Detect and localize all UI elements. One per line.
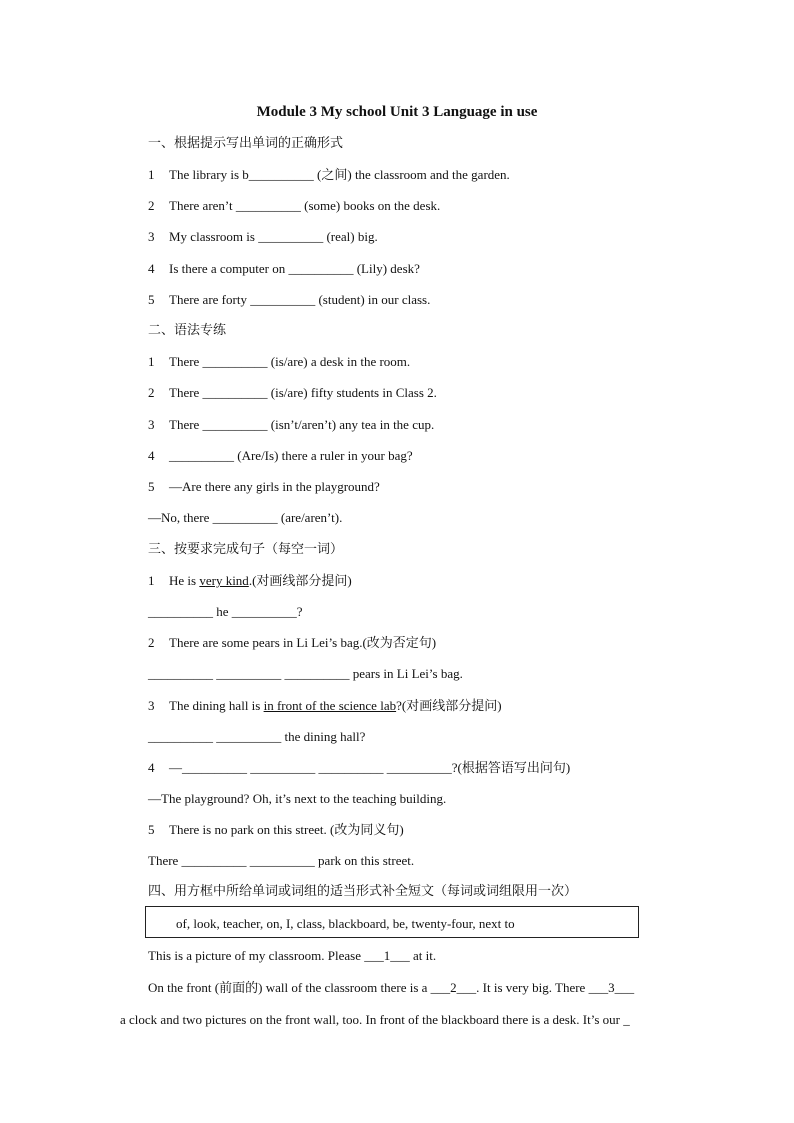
item-text: There __________ (isn’t/aren’t) any tea in the cup.: [169, 417, 435, 432]
item-number: 5: [148, 479, 155, 494]
underlined-phrase: very kind: [199, 573, 249, 588]
item-text: __________ (Are/Is) there a ruler in your bag?: [169, 448, 413, 463]
list-item: [148, 385, 437, 401]
item-text: There __________ (is/are) a desk in the room.: [169, 354, 411, 369]
item-text: There are forty __________ (student) in our class.: [169, 292, 431, 307]
list-item: [148, 417, 434, 433]
item-number: 4: [148, 448, 155, 463]
item-number: 2: [148, 198, 155, 213]
item-text: Is there a computer on __________ (Lily) desk?: [169, 261, 420, 276]
list-item: [148, 448, 413, 464]
item-number: 3: [148, 417, 155, 432]
page-title: Module 3 My school Unit 3 Language in use: [256, 104, 538, 120]
list-item: [148, 760, 570, 776]
answer-line: There __________ __________ park on this street.: [148, 853, 415, 868]
answer-line: __________ he __________?: [148, 604, 303, 619]
word-box-text: of, look, teacher, on, I, class, blackboard, be, twenty-four, next to: [176, 916, 515, 931]
item-text: There aren’t __________ (some) books on the desk.: [169, 198, 441, 213]
item-text: He is: [169, 573, 200, 588]
list-item: [148, 573, 352, 589]
item-text: The dining hall is: [169, 698, 264, 713]
item-number: 5: [148, 292, 155, 307]
item-number: 4: [148, 261, 155, 276]
item-number: 2: [148, 385, 155, 400]
section-4-heading: 四、用方框中所给单词或词组的适当形式补全短文（每词或词组限用一次）: [148, 884, 578, 899]
section-2-heading: 二、语法专练: [148, 323, 227, 338]
item-text: There is no park on this street. (改为同义句): [169, 822, 404, 837]
word-box: [145, 906, 639, 938]
item-number: 4: [148, 760, 155, 775]
passage-line-1: This is a picture of my classroom. Please ___1___ at it.: [148, 948, 437, 963]
list-item: [148, 292, 430, 308]
passage-line-3: a clock and two pictures on the front wall, too. In front of the blackboard there is a desk. It’s our _: [120, 1012, 630, 1027]
list-item: [148, 261, 420, 277]
item-number: 5: [148, 822, 155, 837]
list-item: [148, 198, 440, 214]
answer-line: __________ __________ the dining hall?: [148, 729, 366, 744]
item-number: 3: [148, 229, 155, 244]
item-number: 2: [148, 635, 155, 650]
list-item: [148, 229, 378, 245]
item-text: There are some pears in Li Lei’s bag.(改为否定句): [169, 635, 437, 650]
item-instruction: ?(对画线部分提问): [396, 698, 502, 713]
list-item: [148, 698, 502, 714]
answer-line: —The playground? Oh, it’s next to the teaching building.: [148, 791, 447, 806]
item-text: The library is b__________ (之间) the classroom and the garden.: [169, 167, 510, 182]
passage-line-2: On the front (前面的) wall of the classroom there is a ___2___. It is very big. There ___3___: [148, 980, 635, 995]
list-item: [148, 167, 510, 183]
answer-line: __________ __________ __________ pears in Li Lei’s bag.: [148, 666, 463, 681]
list-item: [148, 822, 404, 838]
section-1-heading: 一、根据提示写出单词的正确形式: [148, 136, 344, 151]
list-item: [148, 479, 380, 495]
item-number: 1: [148, 354, 155, 369]
item-text: —Are there any girls in the playground?: [169, 479, 380, 494]
item-instruction: .(对画线部分提问): [248, 573, 352, 588]
underlined-phrase: in front of the science lab: [263, 698, 397, 713]
list-item: [148, 635, 436, 651]
item-number: 1: [148, 573, 155, 588]
item-text: My classroom is __________ (real) big.: [169, 229, 378, 244]
section-3-heading: 三、按要求完成句子（每空一词）: [148, 542, 344, 557]
item-text: —__________ __________ __________ __________?(根据答语写出问句): [169, 760, 571, 775]
item-number: 3: [148, 698, 155, 713]
list-item: [148, 354, 410, 370]
item-number: 1: [148, 167, 155, 182]
item-text: There __________ (is/are) fifty students in Class 2.: [169, 385, 437, 400]
answer-line: —No, there __________ (are/aren’t).: [148, 510, 343, 525]
